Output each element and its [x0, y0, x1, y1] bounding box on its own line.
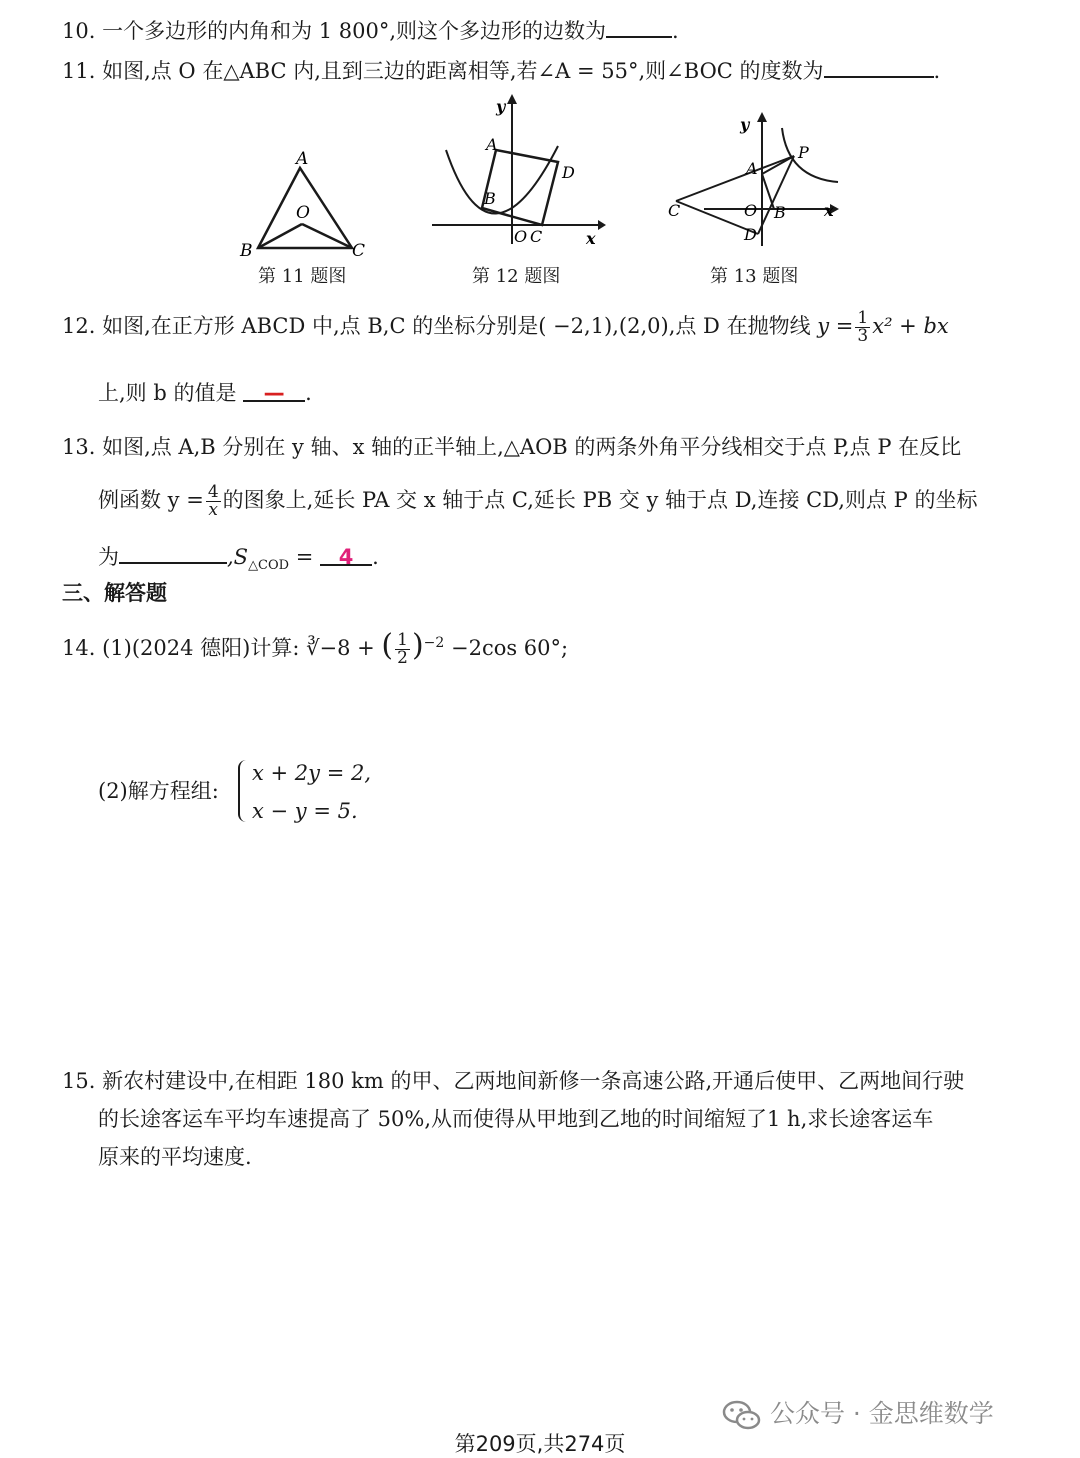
question-12-text-2: 上,则 b 的值是 — [98, 381, 237, 405]
figure-11-caption: 第 11 题图 — [258, 266, 347, 287]
label-c: C — [352, 241, 366, 261]
equals: = — [289, 545, 314, 569]
label-p: P — [798, 143, 809, 162]
label-a: A — [296, 149, 309, 169]
label-y: y — [740, 115, 750, 134]
equation-2: x − y = 5. — [252, 799, 358, 823]
label-b: B — [484, 189, 496, 208]
figure-12 — [428, 94, 608, 254]
watermark — [722, 1394, 994, 1431]
question-14-text: 14. (1)(2024 德阳)计算: — [62, 636, 300, 660]
question-13-text-d: ,S — [227, 545, 249, 569]
section-title: 三、解答题 — [62, 581, 167, 605]
wechat-icon — [722, 1399, 762, 1431]
subscript-cod: △COD — [248, 558, 290, 574]
answer-blank-12 — [243, 378, 305, 405]
answer-blank-11 — [824, 54, 934, 78]
handwritten-answer-12: — — [263, 381, 285, 405]
label-b: B — [774, 203, 786, 222]
fraction-numerator: 1 — [397, 630, 408, 650]
question-13-text-b: 的图象上,延长 PA 交 x 轴于点 C,延长 PB 交 y 轴于点 D,连接 CD,则点 P 的坐标 — [222, 488, 978, 512]
fraction-one-third — [855, 310, 870, 345]
question-13-line-3 — [98, 540, 379, 581]
system-brace — [238, 760, 250, 822]
period: . — [305, 381, 312, 405]
period: . — [372, 545, 379, 569]
fraction-one-half — [395, 632, 410, 667]
exponent: −2 — [423, 635, 445, 651]
y-axis-arrow — [757, 112, 767, 122]
answer-blank-10 — [606, 14, 672, 38]
x-axis-arrow — [598, 220, 606, 230]
figure-13 — [664, 106, 844, 256]
question-14-part-1 — [62, 628, 568, 667]
label-y: y — [496, 97, 506, 116]
question-15-line-3: 原来的平均速度. — [98, 1145, 252, 1169]
expression-cos: −2cos 60°; — [450, 636, 569, 660]
label-a: A — [486, 135, 498, 154]
question-12-text: 12. 如图,在正方形 ABCD 中,点 B,C 的坐标分别是( −2,1),(2,0),点 D 在抛物线 — [62, 314, 811, 338]
expression-cube-root: ∛−8 + — [306, 636, 375, 660]
question-14-part-2-label: (2)解方程组: — [98, 779, 219, 803]
label-c: C — [530, 227, 543, 246]
question-15-line-2: 的长途客运车平均车速提高了 50%,从而使得从甲地到乙地的时间缩短了1 h,求长途客运车 — [98, 1107, 934, 1131]
period: . — [933, 59, 941, 83]
equation-1: x + 2y = 2, — [252, 761, 371, 785]
question-12-line-2 — [98, 378, 312, 408]
period: . — [672, 19, 679, 43]
label-c: C — [668, 201, 681, 220]
label-d: D — [744, 225, 757, 244]
answer-blank-13-area — [320, 542, 372, 569]
question-10-text: 10. 一个多边形的内角和为 1 800°,则这个多边形的边数为 — [62, 19, 607, 43]
question-13-line-1: 13. 如图,点 A,B 分别在 y 轴、x 轴的正半轴上,△AOB 的两条外角平分线相交于点 P,点 P 在反比 — [62, 435, 962, 459]
equation-rhs: x² + bx — [872, 314, 949, 338]
question-15-line-1: 15. 新农村建设中,在相距 180 km 的甲、乙两地间新修一条高速公路,开通后使甲、乙两地间行驶 — [62, 1069, 965, 1093]
question-11-text: 11. 如图,点 O 在△ABC 内,且到三边的距离相等,若∠A = 55°,则∠BOC 的度数为 — [62, 59, 824, 83]
question-10 — [62, 14, 679, 46]
fraction-denominator: 2 — [397, 648, 408, 668]
fraction-denominator: x — [208, 500, 219, 520]
label-x: x — [824, 201, 834, 220]
fraction-numerator: 4 — [207, 482, 219, 502]
label-x: x — [586, 229, 596, 248]
handwritten-answer-13: 4 — [338, 545, 354, 569]
label-o: O — [296, 203, 310, 223]
paren-left: ( — [381, 628, 394, 663]
answer-blank-13-p — [119, 540, 227, 564]
label-o: O — [514, 227, 528, 246]
hyperbola — [782, 128, 838, 182]
page-number: 第209页,共274页 — [454, 1432, 626, 1456]
label-o: O — [744, 201, 758, 220]
fraction-denominator: 3 — [857, 326, 869, 346]
label-a: A — [746, 159, 758, 178]
y-axis-arrow — [507, 94, 517, 104]
question-12-line-1 — [62, 310, 949, 345]
question-11 — [62, 54, 940, 86]
parabola — [446, 146, 558, 214]
equation-lhs: y = — [817, 314, 854, 338]
fraction-numerator: 1 — [857, 308, 869, 328]
question-13-line-2 — [98, 484, 977, 519]
fraction-4-over-x — [206, 484, 221, 519]
label-d: D — [562, 163, 575, 182]
question-13-text-a: 例函数 y = — [98, 488, 204, 512]
figure-11 — [230, 140, 380, 270]
figure-13-caption: 第 13 题图 — [710, 266, 799, 287]
watermark-text: 公众号 · 金思维数学 — [769, 1399, 994, 1428]
question-13-text-c: 为 — [98, 545, 119, 569]
figure-12-caption: 第 12 题图 — [472, 266, 561, 287]
label-b: B — [240, 241, 253, 261]
paren-right: ) — [411, 628, 424, 663]
segment-ab — [762, 174, 774, 209]
